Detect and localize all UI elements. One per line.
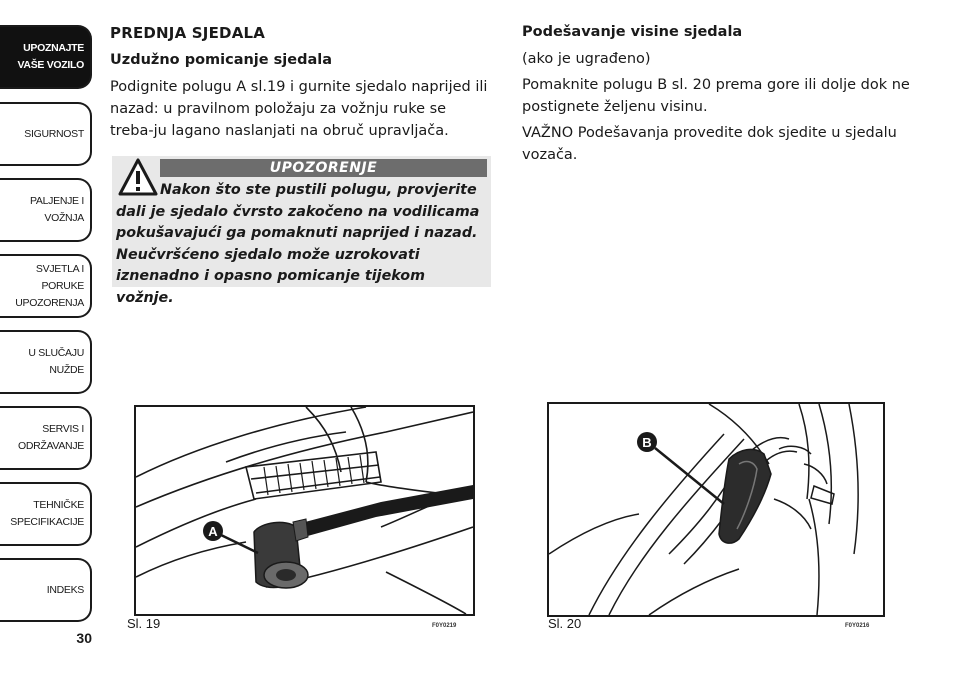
section-title: PREDNJA SJEDALA bbox=[110, 24, 266, 42]
tab-label: INDEKS bbox=[46, 583, 84, 596]
tab-label: SIGURNOST bbox=[24, 127, 84, 140]
figure-seat-lever-b bbox=[547, 402, 885, 617]
warning-text: Nakon što ste pustili polugu, provjerite dali je sjedalo čvrsto zakočeno na vodilicama pokušavajući ga pomaknuti naprijed i nazad. Neučvršćeno sjedalo može uzrokovati iznenadno i opasno pomicanje tijekom vožnje. bbox=[116, 182, 480, 306]
seat-rail-illustration bbox=[136, 407, 473, 614]
warning-box bbox=[112, 156, 491, 306]
tab-label: TEHNIČKE SPECIFIKACIJE bbox=[10, 499, 84, 528]
important-note: VAŽNO Podešavanja provedite dok sjedite u sjedalu vozača. bbox=[522, 125, 897, 163]
subsection-title-height: Podešavanje visine sjedala bbox=[522, 24, 743, 40]
tab-servis-i-odrzavanje[interactable] bbox=[0, 406, 92, 470]
tab-label: PALJENJE I VOŽNJA bbox=[30, 195, 84, 224]
figure-code-20: F0Y0216 bbox=[845, 623, 870, 629]
body-paragraph-height: Pomaknite polugu B sl. 20 prema gore ili dolje dok ne postignete željenu visinu. bbox=[522, 77, 910, 115]
figure-code-19: F0Y0219 bbox=[432, 623, 457, 629]
tab-paljenje-i-voznja[interactable] bbox=[0, 178, 92, 242]
subsection-title: Uzdužno pomicanje sjedala bbox=[110, 52, 333, 68]
tab-sigurnost[interactable] bbox=[0, 102, 92, 166]
page-number: 30 bbox=[76, 630, 92, 646]
tab-label: U SLUČAJU NUŽDE bbox=[28, 347, 84, 376]
tab-upoznajte-vase-vozilo[interactable] bbox=[0, 25, 92, 89]
warning-header: UPOZORENJE bbox=[160, 159, 487, 177]
tab-u-slucaju-nuzde[interactable] bbox=[0, 330, 92, 394]
figure-caption-19: Sl. 19 bbox=[127, 616, 161, 631]
tab-indeks[interactable] bbox=[0, 558, 92, 622]
tab-svjetla-i-poruke-upozorenja[interactable] bbox=[0, 254, 92, 318]
tab-tehnicke-specifikacije[interactable] bbox=[0, 482, 92, 546]
body-paragraph: Podignite polugu A sl.19 i gurnite sjedalo naprijed ili nazad: u pravilnom položaju za vožnju ruke se treba-ju lagano naslanjati na obruč upravljača. bbox=[110, 79, 488, 139]
tab-label: SVJETLA I PORUKE UPOZORENJA bbox=[15, 262, 84, 309]
tab-label: UPOZNAJTE VAŠE VOZILO bbox=[17, 42, 84, 71]
seat-height-illustration bbox=[549, 404, 883, 615]
right-column bbox=[522, 24, 922, 176]
tab-label: SERVIS I ODRŽAVANJE bbox=[17, 423, 84, 452]
figure-seat-lever-a bbox=[134, 405, 475, 616]
left-column bbox=[110, 24, 492, 152]
callout-a-label: A bbox=[208, 524, 218, 539]
callout-b-label: B bbox=[642, 435, 652, 450]
note-if-fitted: (ako je ugrađeno) bbox=[522, 51, 651, 67]
figure-caption-20: Sl. 20 bbox=[548, 616, 582, 631]
